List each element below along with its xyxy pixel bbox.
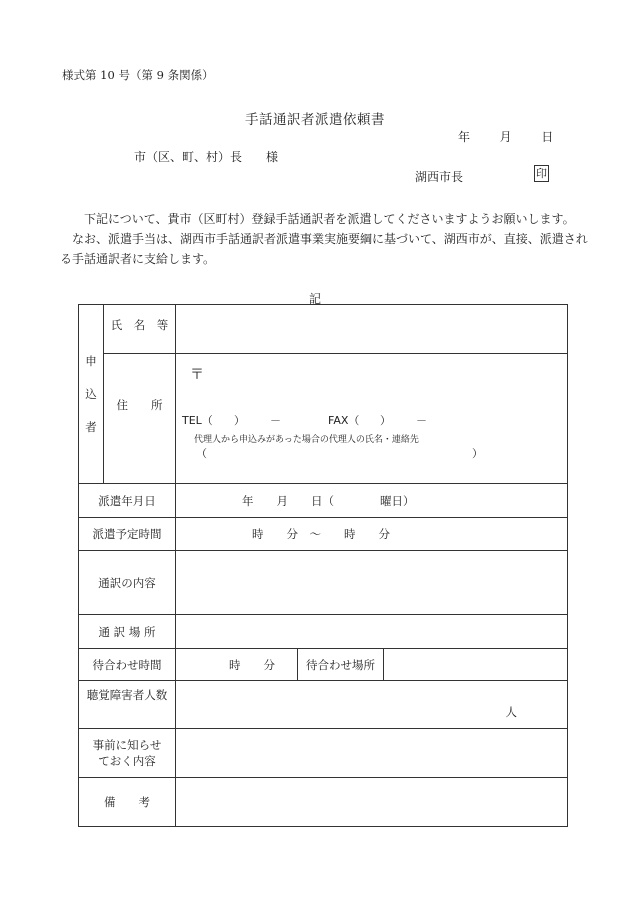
name-label: 氏 名 等 (104, 305, 176, 354)
meeting-place-field[interactable] (384, 649, 568, 681)
tel-close: ） (234, 414, 245, 427)
remarks-field[interactable] (176, 778, 568, 827)
date-month: 月 (499, 130, 512, 144)
interpret-content-label: 通訳の内容 (79, 551, 176, 615)
form-number: 様式第 10 号（第 9 条関係） (62, 68, 214, 82)
applicant-char-2: 込 (85, 386, 97, 401)
proxy-contact-field (196, 445, 483, 461)
proxy-note: 代理人から申込みがあった場合の代理人の氏名・連絡先 (194, 435, 419, 445)
advance-info-label-line-1: 事前に知らせ (92, 738, 162, 752)
advance-info-field[interactable] (176, 729, 568, 778)
address-label: 住 所 (104, 354, 176, 484)
meeting-time-field[interactable]: 時 分 (176, 649, 298, 681)
paragraph-line-2: なお、派遣手当は、湖西市手話通訳者派遣事業実施要綱に基づいて、湖西市が、直接、派遣される手話通訳者に支給します。 (60, 232, 588, 266)
date-line (458, 128, 553, 145)
remarks-label: 備 考 (79, 778, 176, 827)
hearing-impaired-count-label: 聴覚障害者人数 (79, 681, 176, 729)
tel-label: TEL（ (182, 414, 213, 427)
advance-info-label (79, 729, 176, 778)
date-year: 年 (458, 130, 471, 144)
dispatch-time-label: 派遣予定時間 (79, 518, 176, 551)
advance-info-label-line-2: ておく内容 (98, 754, 156, 768)
request-paragraph (60, 209, 592, 269)
dispatch-time-field[interactable]: 時 分 〜 時 分 (176, 518, 568, 551)
postal-mark: 〒 (190, 367, 204, 383)
ki-heading: 記 (308, 292, 321, 306)
tel-dash: － (270, 414, 281, 427)
fax-label: FAX（ (328, 414, 360, 427)
interpret-content-field[interactable] (176, 551, 568, 615)
address-field[interactable] (176, 354, 568, 484)
request-form-table (78, 304, 568, 827)
applicant-char-1: 申 (85, 353, 97, 368)
dispatch-date-label: 派遣年月日 (79, 484, 176, 518)
fax-dash: － (416, 414, 427, 427)
fax-close: ） (380, 414, 391, 427)
applicant-group-label (79, 305, 104, 484)
proxy-close-paren: ） (472, 447, 483, 460)
document-title: 手話通訳者派遣依頼書 (245, 112, 385, 128)
seal-box: 印 (536, 167, 547, 180)
applicant-char-3: 者 (85, 419, 97, 434)
proxy-open-paren: （ (196, 447, 207, 460)
sender-name: 湖西市長 (415, 170, 464, 184)
recipient-line: 市（区、町、村）長 様 (134, 150, 279, 164)
meeting-place-label: 待合わせ場所 (298, 649, 384, 681)
date-day: 日 (541, 130, 554, 144)
name-field[interactable] (176, 305, 568, 354)
hearing-impaired-count-field[interactable] (176, 681, 568, 729)
paragraph-line-1: 下記について、貴市（区町村）登録手話通訳者を派遣してくださいますようお願いします。 (84, 212, 575, 226)
meeting-time-label: 待合わせ時間 (79, 649, 176, 681)
dispatch-date-field[interactable]: 年 月 日（ 曜日） (176, 484, 568, 518)
people-unit: 人 (505, 705, 518, 719)
interpret-place-field[interactable] (176, 615, 568, 649)
interpret-place-label: 通 訳 場 所 (79, 615, 176, 649)
